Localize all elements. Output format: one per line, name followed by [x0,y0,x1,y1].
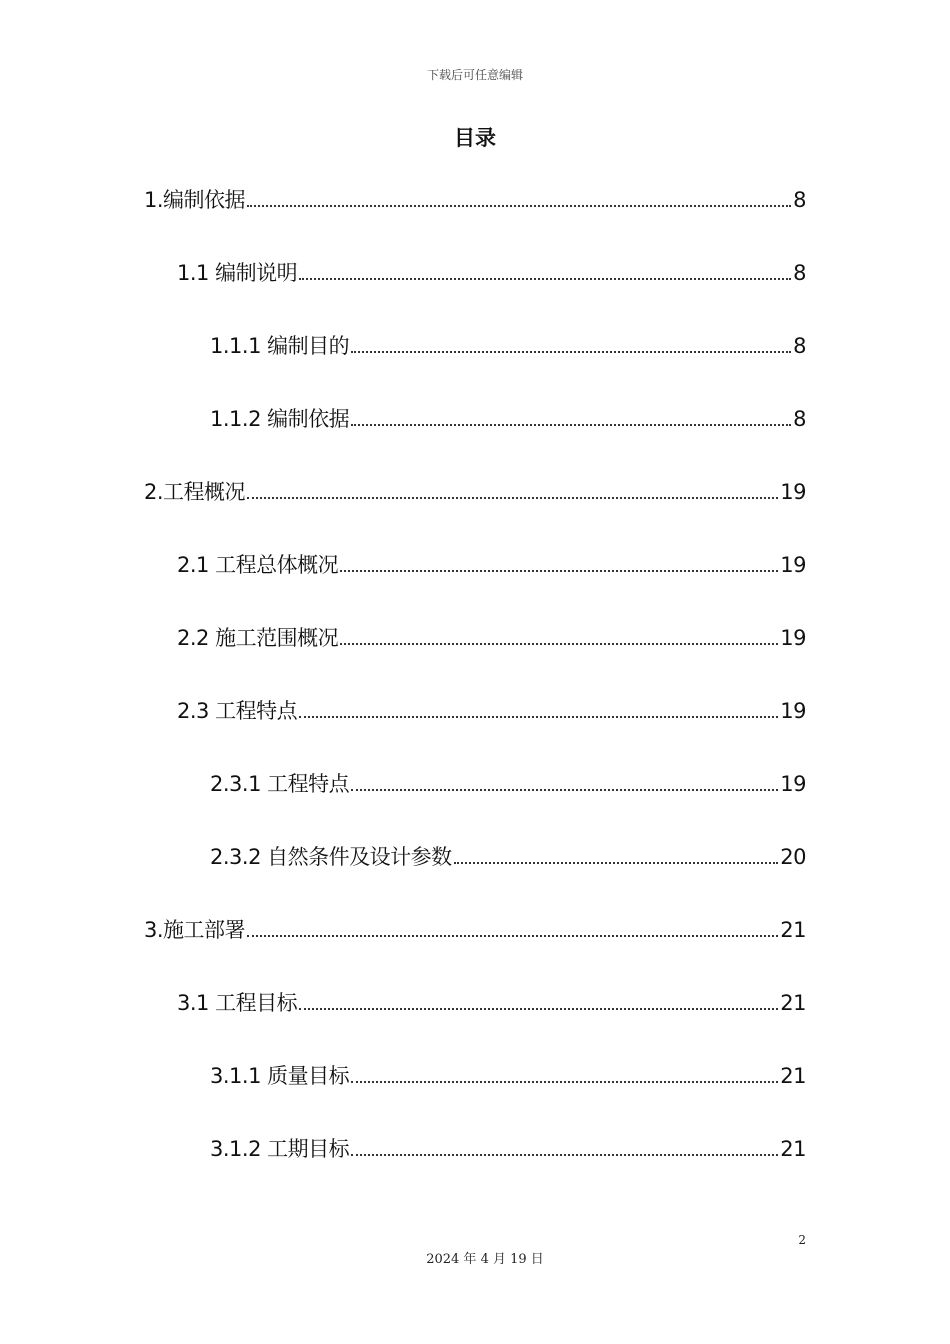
toc-entry-label: 3.1.1 质量目标 [210,1064,350,1088]
toc-leader-dots [351,789,778,791]
toc-entry-label: 1.1.2 编制依据 [210,407,350,431]
toc-leader-dots [299,1008,778,1010]
toc-entry-label: 2.3.2 自然条件及设计参数 [210,845,452,869]
toc-entry-page: 19 [780,626,806,650]
toc-entry-page: 20 [780,845,806,869]
toc-entry-label: 2.3 工程特点 [177,699,298,723]
toc-entry-page: 19 [780,772,806,796]
toc-leader-dots [299,716,778,718]
toc-entry[interactable] [177,973,806,1017]
toc-entry-label: 1.1.1 编制目的 [210,334,350,358]
toc-entry-page: 21 [780,1137,806,1161]
toc-leader-dots [351,424,791,426]
toc-leader-dots [340,643,778,645]
toc-entry-page: 8 [793,407,806,431]
toc-entry-label: 2.工程概况 [144,480,246,504]
toc-entry[interactable] [210,1119,806,1163]
toc-entry-label: 3.1 工程目标 [177,991,298,1015]
toc-leader-dots [351,1081,778,1083]
toc-leader-dots [299,278,791,280]
toc-entry[interactable] [177,681,806,725]
toc-entry[interactable] [210,389,806,433]
toc-entry-page: 21 [780,991,806,1015]
page-number: 2 [798,1233,806,1247]
toc-leader-dots [340,570,778,572]
toc-entry[interactable] [144,462,806,506]
toc-leader-dots [454,862,779,864]
toc-leader-dots [247,205,791,207]
toc-leader-dots [351,1154,778,1156]
toc-entry[interactable] [210,316,806,360]
toc-entry[interactable] [144,900,806,944]
toc-entry-label: 2.3.1 工程特点 [210,772,350,796]
toc-entry-page: 21 [780,918,806,942]
toc-entry-page: 8 [793,188,806,212]
toc-entry[interactable] [144,170,806,214]
toc-leader-dots [351,351,791,353]
toc-entry-page: 21 [780,1064,806,1088]
toc-entry[interactable] [177,535,806,579]
toc-entry-page: 19 [780,553,806,577]
toc-entry-page: 19 [780,699,806,723]
toc-entry[interactable] [177,608,806,652]
toc-entry-page: 8 [793,261,806,285]
toc-entry[interactable] [210,1046,806,1090]
toc-entry[interactable] [177,243,806,287]
toc-entry-page: 19 [780,480,806,504]
toc-leader-dots [247,497,778,499]
toc-entry-label: 1.编制依据 [144,188,246,212]
toc-entry-label: 2.1 工程总体概况 [177,553,339,577]
toc-entry-page: 8 [793,334,806,358]
toc-entry[interactable] [210,827,806,871]
toc-entry-label: 2.2 施工范围概况 [177,626,339,650]
page-header: 下载后可任意编辑 [426,68,523,82]
footer-date: 2024 年 4 月 19 日 [426,1252,544,1267]
toc-entry-label: 3.1.2 工期目标 [210,1137,350,1161]
toc-entry-label: 1.1 编制说明 [177,261,298,285]
toc-title: 目录 [454,126,496,150]
toc-leader-dots [247,935,778,937]
toc-entry[interactable] [210,754,806,798]
toc-entry-label: 3.施工部署 [144,918,246,942]
